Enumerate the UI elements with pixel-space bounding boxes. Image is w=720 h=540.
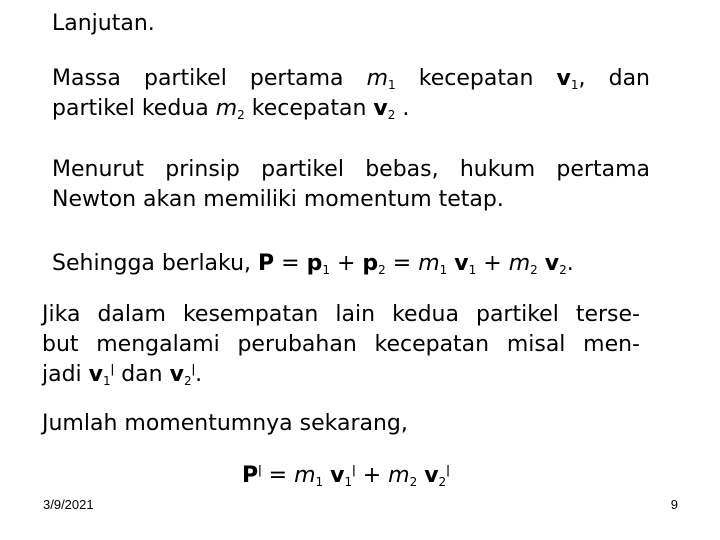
equation-new-momentum: $P^ǀ = m_1$ $v_1^ǀ + m_2$ $v_2^ǀ$ xyxy=(242,463,450,489)
paragraph-masses-velocities: Massa partikel pertama $m_1$ kecepatan $v_1$, dan partikel kedua $m_2$ kecepatan $v_2$ . xyxy=(52,66,650,122)
paragraph-momentum-sum: Sehingga berlaku, $P = p_1 + p_2 = m_1$ $v_1 + m_2$ $v_2$. xyxy=(52,251,574,277)
slide-title: Lanjutan. xyxy=(52,11,155,36)
footer-date: 3/9/2021 xyxy=(43,497,94,512)
paragraph-total-momentum: Jumlah momentumnya sekarang, xyxy=(42,411,408,436)
paragraph-newton-principle: Menurut prinsip partikel bebas, hukum pertama Newton akan memiliki momentum tetap. xyxy=(52,157,650,212)
page-number: 9 xyxy=(670,497,678,512)
paragraph-velocity-change: Jika dalam kesempatan lain kedua partikel terse- but mengalami perubahan kecepatan misal men- jadi $v_1^ǀ$ dan $v_2^ǀ$. xyxy=(42,302,640,388)
